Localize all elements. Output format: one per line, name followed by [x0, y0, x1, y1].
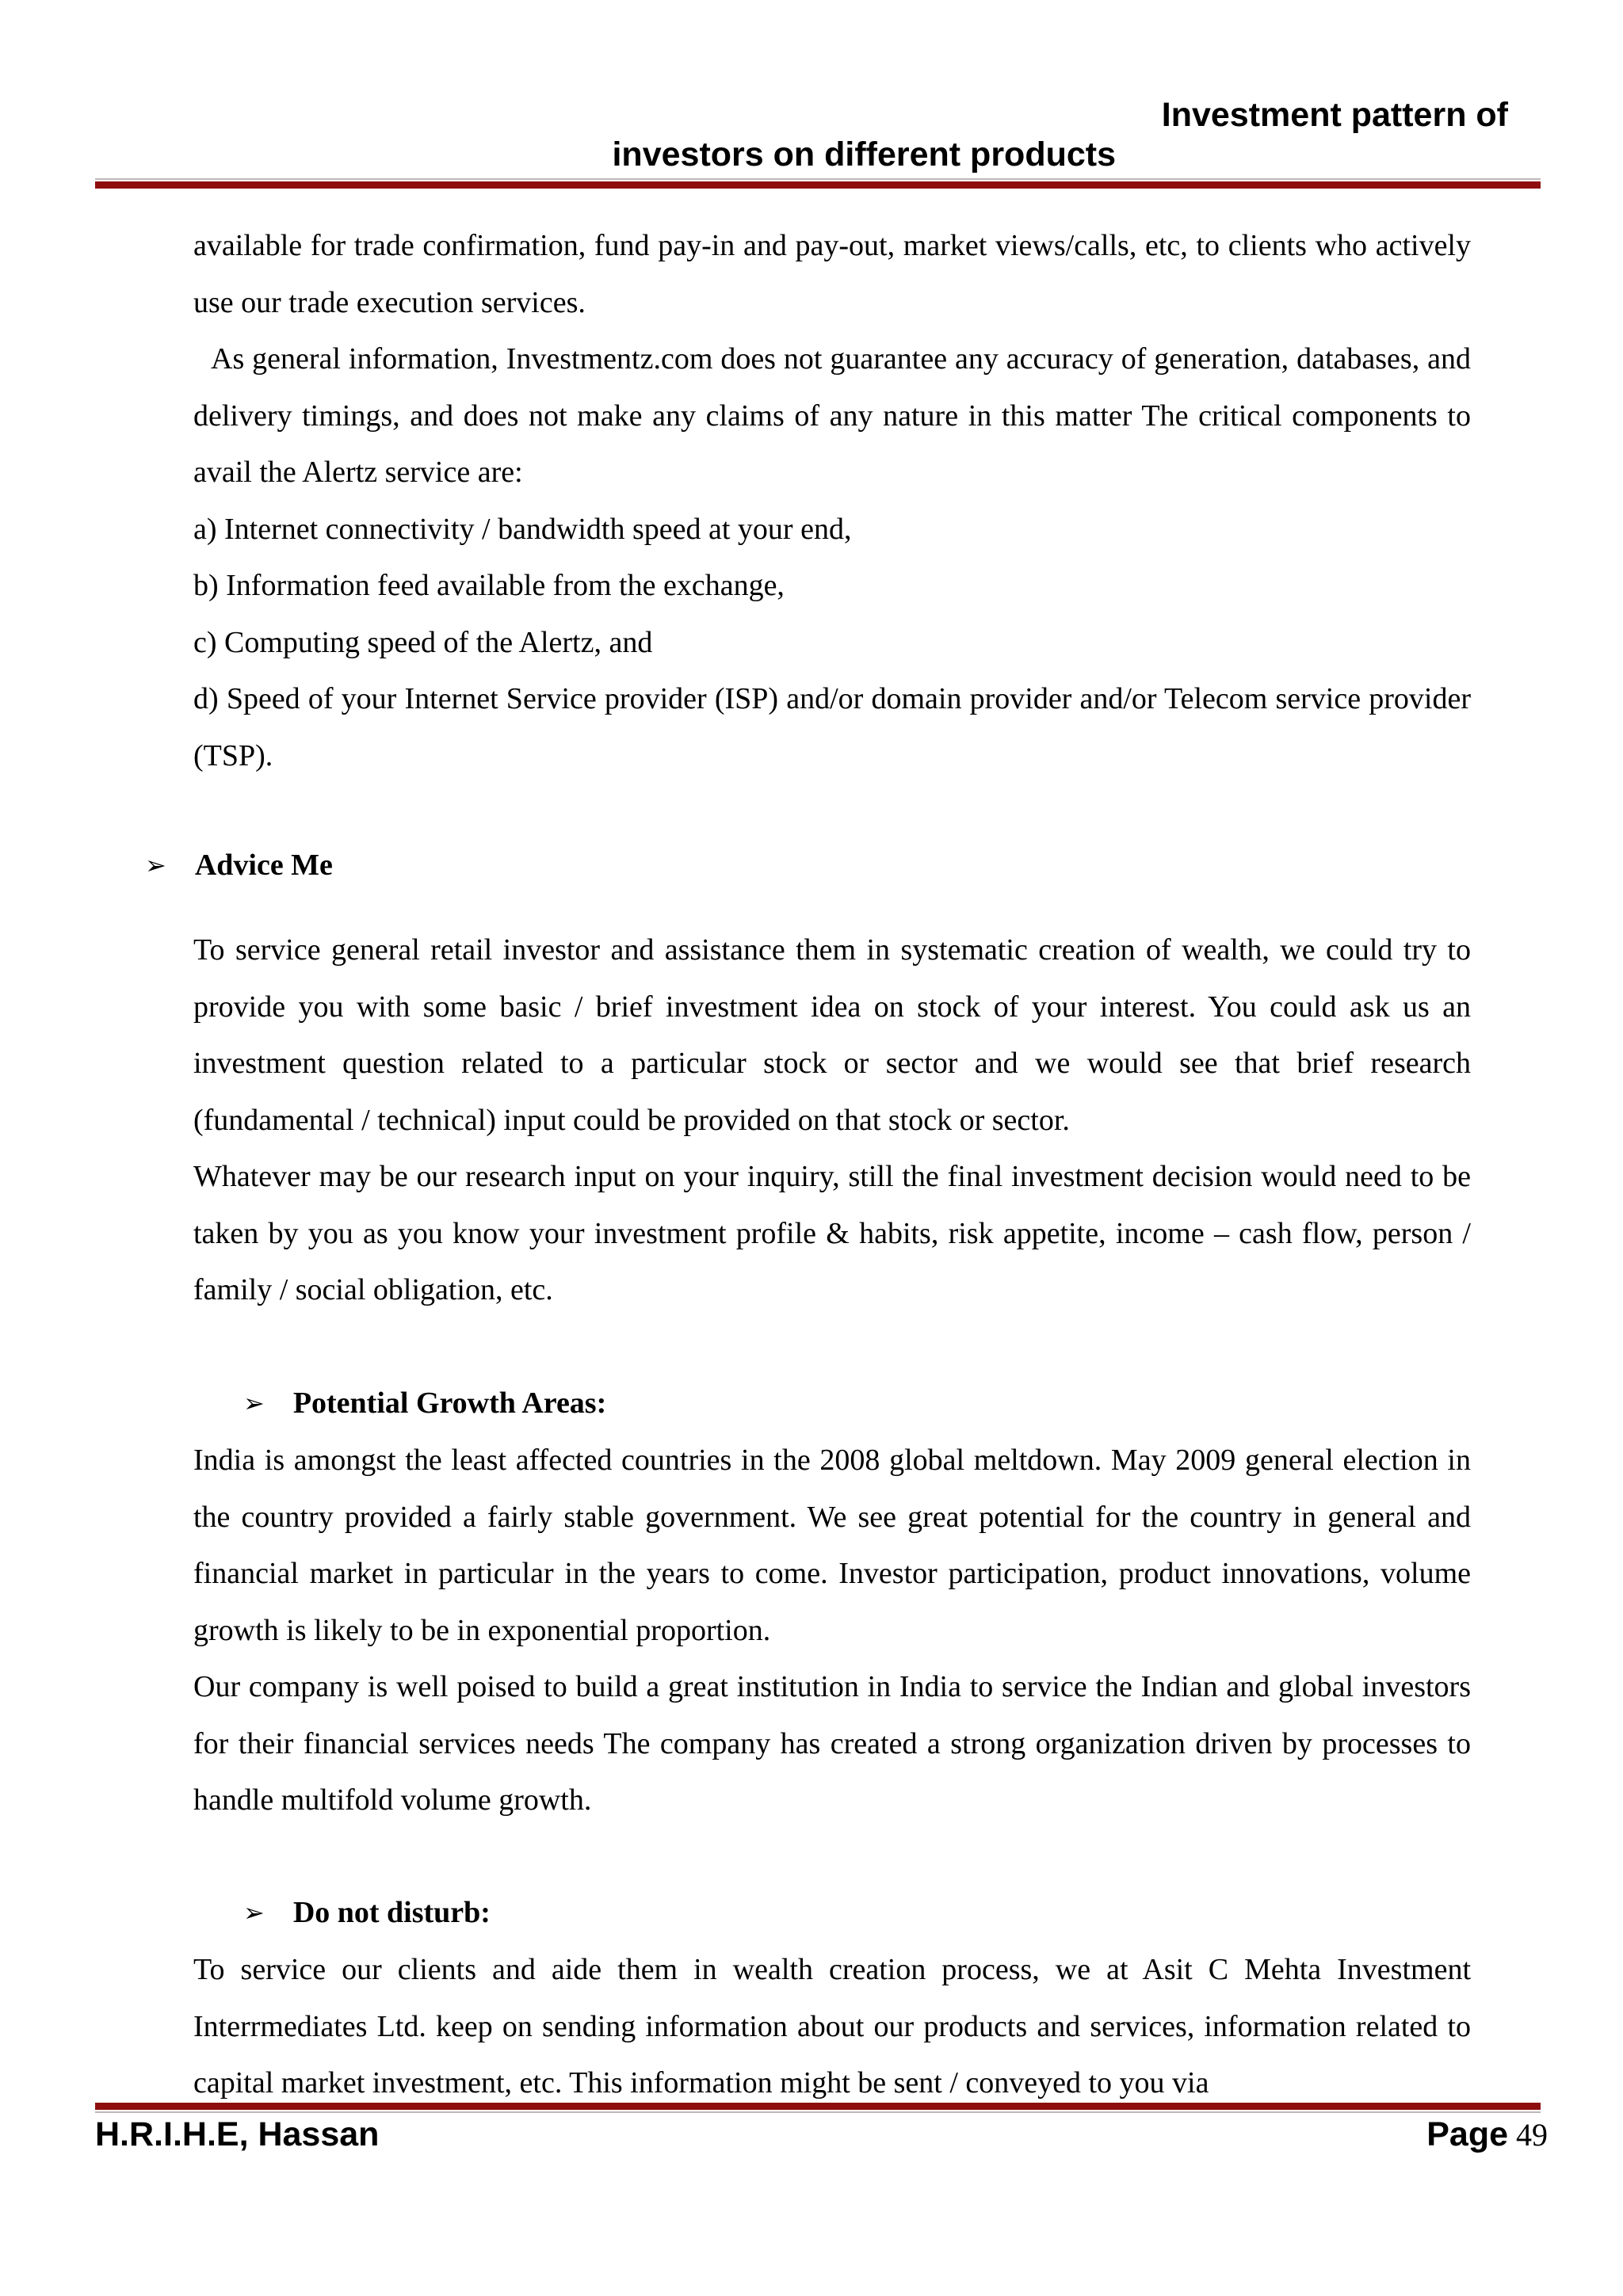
- growth-paragraph-1: India is amongst the least affected countries in the 2008 global meltdown. May 2009 general election in the country provided a fairly stable government. We see great potential for the country in general and financial market in particular in the years to come. Investor participation, product innovations, volume growth is likely to be in exponential proportion.: [193, 1444, 1471, 1647]
- growth-paragraph-2: Our company is well poised to build a great institution in India to service the Indian and global investors for their financial services needs The company has created a strong organization driven by processes to handle multifold volume growth.: [193, 1670, 1471, 1817]
- arrow-bullet-icon: ➢: [145, 850, 166, 880]
- advice-paragraphs: [193, 922, 1471, 1319]
- page-label: Page: [1426, 2115, 1508, 2153]
- list-item: d) Speed of your Internet Service provider (ISP) and/or domain provider and/or Telecom service provider (TSP).: [193, 682, 1471, 772]
- alertz-paragraphs: [193, 218, 1471, 784]
- header-title-line1: Investment pattern of: [1161, 96, 1508, 134]
- section-heading-label: Do not disturb:: [292, 1896, 491, 1929]
- section-heading-advice: [145, 837, 333, 894]
- dnd-paragraph-1: To service our clients and aide them in wealth creation process, we at Asit C Mehta Investment Interrmediates Ltd. keep on sending information about our products and services, information related to capital market investment, etc. This information might be sent / conveyed to you via: [193, 1953, 1471, 2100]
- section-heading-label: Potential Growth Areas:: [292, 1386, 607, 1420]
- section-heading-dnd: [243, 1885, 491, 1942]
- alertz-intro-paragraph: available for trade confirmation, fund pay-in and pay-out, market views/calls, etc, to clients who actively use our trade execution services.: [193, 229, 1471, 319]
- section-heading-growth: [243, 1375, 606, 1432]
- advice-paragraph-1: To service general retail investor and assistance them in systematic creation of wealth, we could try to provide you with some basic / brief investment idea on stock of your interest. You could ask us an investment question related to a particular stock or sector and we would see that brief research (fundamental / technical) input could be provided on that stock or sector.: [193, 933, 1471, 1137]
- section-heading-label: Advice Me: [194, 849, 333, 882]
- footer-institution: H.R.I.H.E, Hassan: [95, 2115, 380, 2153]
- alertz-disclaimer-paragraph: As general information, Investmentz.com does not guarantee any accuracy of generation, databases, and delivery timings, and does not make any claims of any nature in this matter The critical components to avail the Alertz service are:: [193, 342, 1471, 489]
- page-number: 49: [1516, 2117, 1548, 2153]
- list-item: c) Computing speed of the Alertz, and: [193, 625, 653, 659]
- list-item: a) Internet connectivity / bandwidth speed at your end,: [193, 512, 852, 546]
- advice-paragraph-2: Whatever may be our research input on your inquiry, still the final investment decision would need to be taken by you as you know your investment profile & habits, risk appetite, income – cash flow, person / family / social obligation, etc.: [193, 1160, 1471, 1306]
- footer-rule: [95, 2103, 1541, 2113]
- arrow-bullet-icon: ➢: [243, 1897, 265, 1928]
- header-title-line2: investors on different products: [612, 135, 1116, 174]
- arrow-bullet-icon: ➢: [243, 1388, 265, 1418]
- list-item: b) Information feed available from the exchange,: [193, 569, 785, 602]
- footer-page-number: [1426, 2115, 1548, 2154]
- page-header-title: [462, 95, 1508, 174]
- header-rule: [95, 178, 1541, 189]
- growth-paragraphs: [193, 1432, 1471, 1829]
- dnd-paragraphs: [193, 1942, 1471, 2112]
